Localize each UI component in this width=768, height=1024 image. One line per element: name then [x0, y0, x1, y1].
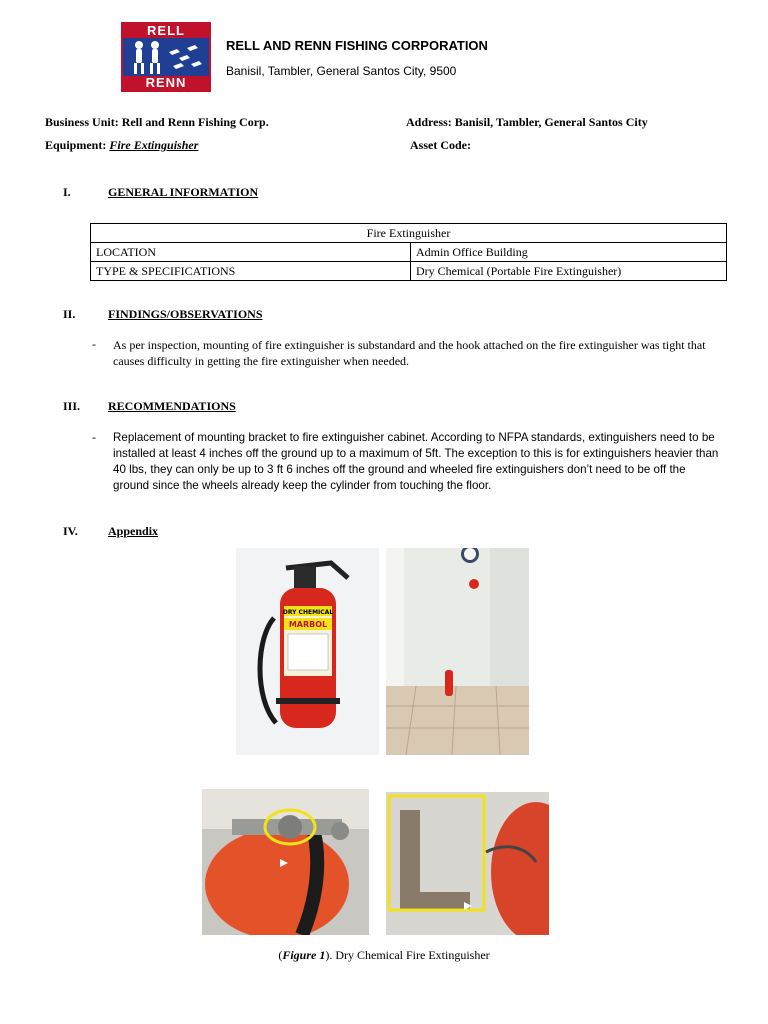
- equipment-value: Fire Extinguisher: [109, 138, 199, 152]
- caption-figure: Figure 1: [282, 948, 326, 962]
- equipment-label: Equipment:: [45, 138, 107, 152]
- section-1-title: GENERAL INFORMATION: [108, 185, 259, 199]
- section-4-number: IV.: [63, 524, 78, 538]
- table-header: Fire Extinguisher: [91, 224, 727, 243]
- logo-figures-icon: [123, 38, 209, 76]
- recommendations-bullet: -: [92, 430, 96, 444]
- company-name: RELL AND RENN FISHING CORPORATION: [226, 38, 488, 53]
- table-cell-label: LOCATION: [91, 243, 411, 262]
- table-row: [91, 262, 727, 281]
- photo-hook-closeup: [202, 789, 369, 935]
- address-label: Address:: [406, 115, 452, 129]
- table-cell-value: Dry Chemical (Portable Fire Extinguisher): [411, 262, 727, 281]
- company-address: Banisil, Tambler, General Santos City, 9500: [226, 64, 457, 78]
- table-cell-label: TYPE & SPECIFICATIONS: [91, 262, 411, 281]
- section-3-title: RECOMMENDATIONS: [108, 399, 236, 413]
- table-cell-value: Admin Office Building: [411, 243, 727, 262]
- logo-bottom-text: RENN: [123, 76, 209, 90]
- table-header-row: [91, 224, 727, 243]
- general-info-table: [90, 223, 727, 281]
- table-row: [91, 243, 727, 262]
- section-3-number: III.: [63, 399, 81, 413]
- photo-bracket-closeup: [386, 792, 549, 935]
- findings-text: As per inspection, mounting of fire extinguisher is substandard and the hook attached on the fire extinguisher was tight that causes difficulty in getting the fire extinguisher when needed.: [113, 338, 706, 368]
- address-line: [406, 115, 648, 130]
- logo-top-text: RELL: [123, 24, 209, 38]
- photo-wall-location: [386, 548, 529, 755]
- address-value: Banisil, Tambler, General Santos City: [454, 115, 648, 129]
- section-1-number: I.: [63, 185, 71, 199]
- extinguisher-brand: MARBOL: [288, 620, 328, 629]
- section-2-number: II.: [63, 307, 76, 321]
- caption-open: (: [278, 948, 283, 962]
- equipment-line: [45, 138, 198, 153]
- section-4-title: Appendix: [108, 524, 159, 538]
- logo-emblem: [123, 38, 209, 76]
- business-unit-label: Business Unit:: [45, 115, 119, 129]
- recommendations-text: Replacement of mounting bracket to fire extinguisher cabinet. According to NFPA standards, extinguishers need to be installed at least 4 inches off the ground up to a maximum of 5ft. The exception to this is for extinguishers heavier than 40 lbs, they can only be up to 3 ft 6 inches off the ground and wheeled fire extinguishers don’t need to be off the ground since the wheels already keep the cylinder from touching the floor.: [113, 431, 719, 492]
- section-2-title: FINDINGS/OBSERVATIONS: [108, 307, 263, 321]
- caption-text: ). Dry Chemical Fire Extinguisher: [325, 948, 490, 962]
- business-unit-value: Rell and Renn Fishing Corp.: [121, 115, 269, 129]
- figure-caption: [0, 948, 768, 963]
- business-unit: [45, 115, 269, 130]
- extinguisher-label-line: DRY CHEMICAL: [282, 609, 334, 616]
- company-logo: [121, 22, 211, 92]
- findings-bullet: -: [92, 337, 96, 351]
- photo-extinguisher-closeup: [236, 548, 379, 755]
- asset-code-label: Asset Code:: [410, 138, 471, 152]
